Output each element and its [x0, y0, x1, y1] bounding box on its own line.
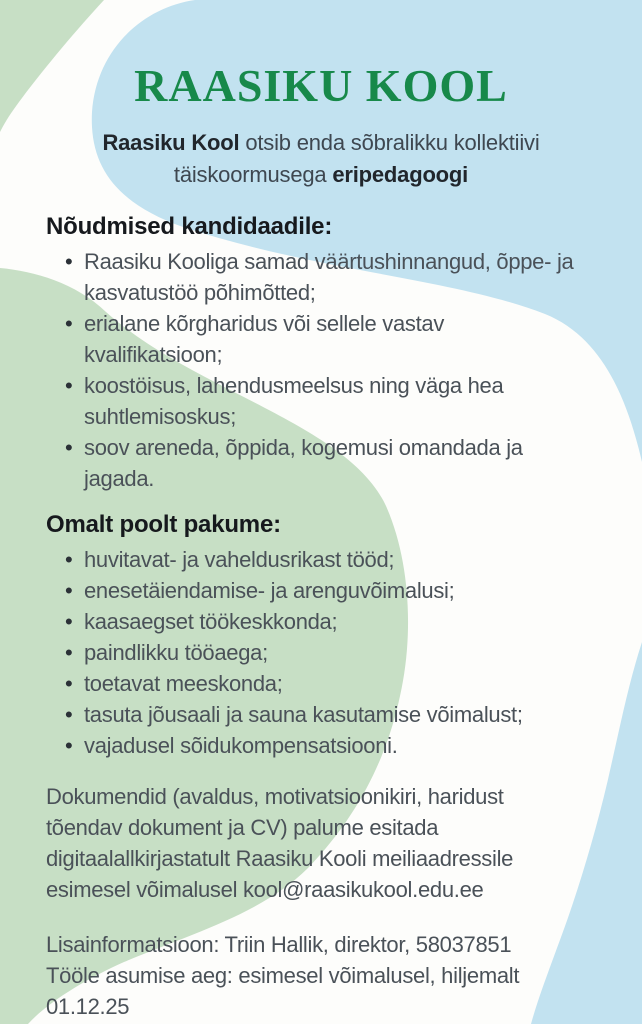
requirements-list	[46, 246, 642, 494]
list-item-line: • paindlikku tööaega;	[84, 640, 268, 665]
list-item-line: • enesetäiendamise- ja arenguvõimalusi;	[84, 578, 455, 603]
subtitle-line2-pre: täiskoormusega	[173, 162, 333, 187]
start-date-value: 01.12.25	[46, 994, 130, 1019]
list-item	[84, 730, 642, 761]
application-line: digitaalallkirjastatult Raasiku Kooli meiliaadressile	[46, 846, 514, 871]
list-item	[84, 246, 642, 308]
application-line-email: esimesel võimalusel kool@raasikukool.edu.ee	[46, 877, 484, 902]
list-item-line: • koostöisus, lahendusmeelsus ning väga hea	[84, 373, 504, 398]
list-item	[84, 432, 642, 494]
list-item	[84, 606, 642, 637]
list-item	[84, 544, 642, 575]
list-item	[84, 308, 642, 370]
contact-info	[46, 929, 606, 1022]
list-item	[84, 637, 642, 668]
list-item-line: • toetavat meeskonda;	[84, 671, 283, 696]
list-item-line: • kaasaegset töökeskkonda;	[84, 609, 338, 634]
list-item	[84, 699, 642, 730]
application-line: Dokumendid (avaldus, motivatsioonikiri, haridust	[46, 784, 504, 809]
contact-line: Lisainformatsioon: Triin Hallik, direktor, 58037851	[46, 932, 512, 957]
vacancy-subtitle-line-2	[0, 159, 642, 191]
list-item-line: • huvitavat- ja vaheldusrikast tööd;	[84, 547, 395, 572]
offers-list	[46, 544, 642, 761]
vacancy-subtitle-line-1	[0, 127, 642, 159]
list-item-line: kvalifikatsioon;	[84, 342, 223, 367]
application-line: tõendav dokument ja CV) palume esitada	[46, 815, 439, 840]
list-item	[84, 370, 642, 432]
position-name-bold: eripedagoogi	[332, 162, 469, 187]
list-item-line: • tasuta jõusaali ja sauna kasutamise võimalust;	[84, 702, 523, 727]
list-item-line: • vajadusel sõidukompensatsiooni.	[84, 733, 398, 758]
list-item-line: kasvatustöö põhimõtted;	[84, 280, 316, 305]
list-item-line: • erialane kõrgharidus või sellele vastav	[84, 311, 445, 336]
school-title: RAASIKU KOOL	[134, 60, 508, 111]
list-item	[84, 668, 642, 699]
subtitle-line1-rest: otsib enda sõbralikku kollektiivi	[239, 130, 540, 155]
vacancy-subtitle	[0, 127, 642, 191]
list-item-line: jagada.	[84, 466, 155, 491]
requirements-heading: Nõudmised kandidaadile:	[46, 213, 333, 240]
list-item-line: suhtlemisoskus;	[84, 404, 237, 429]
start-date-line: Tööle asumise aeg: esimesel võimalusel, hiljemalt	[46, 963, 520, 988]
school-name-bold: Raasiku Kool	[102, 130, 240, 155]
list-item-line: • soov areneda, õppida, kogemusi omandada ja	[84, 435, 523, 460]
list-item	[84, 575, 642, 606]
application-instructions	[46, 781, 606, 905]
offers-heading: Omalt poolt pakume:	[46, 511, 281, 538]
list-item-line: • Raasiku Kooliga samad väärtushinnangud, õppe- ja	[84, 249, 574, 274]
